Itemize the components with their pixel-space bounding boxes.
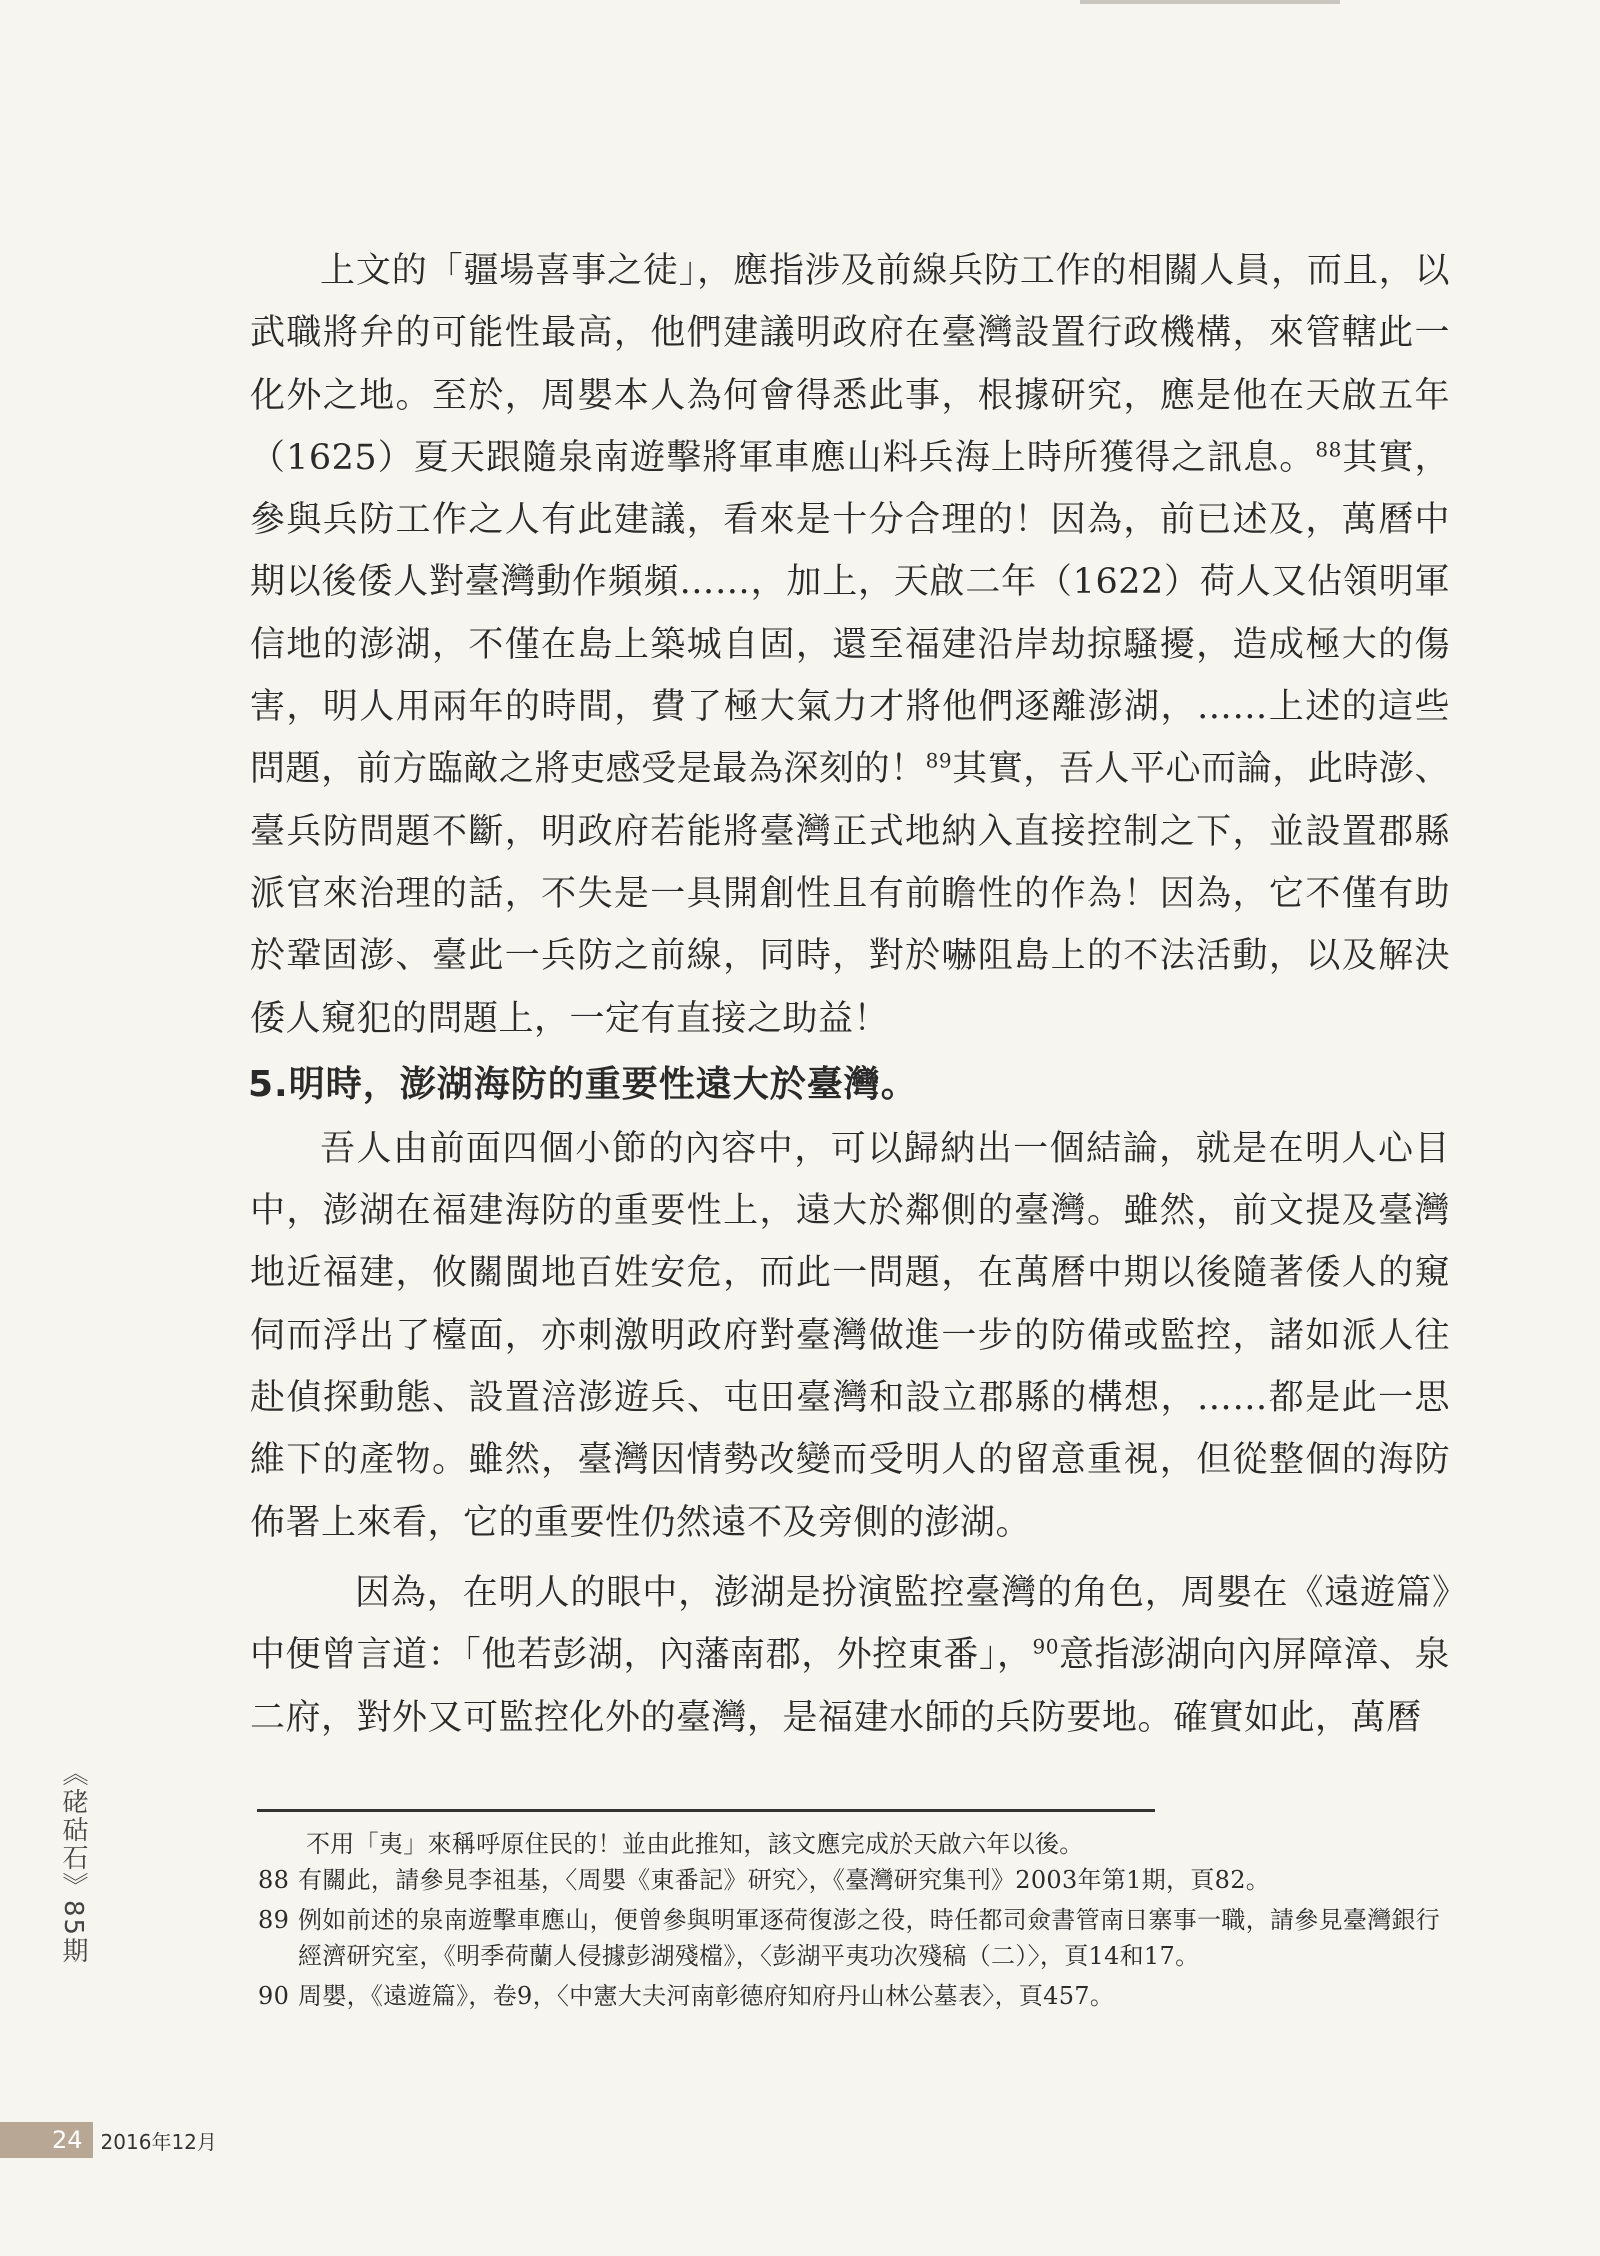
section-heading: 5.明時，澎湖海防的重要性遠大於臺灣。 bbox=[248, 1063, 918, 1105]
footnote-number: 89 bbox=[258, 1906, 290, 1934]
paragraph-3-part-1: 因為，在明人的眼中，澎湖是扮演監控臺灣的角色，周嬰在《遠遊篇》中便曾言道：「他若彭湖，內藩南郡，外控東番」， bbox=[250, 1572, 1450, 1676]
footnote-text: 例如前述的泉南遊擊車應山，便曾參與明軍逐荷復澎之役，時任都司僉書管南日寨事一職，請參見臺灣銀行經濟研究室，《明季荷蘭人侵據彭湖殘檔》，〈彭湖平夷功次殘稿（二）〉，頁14和17。 bbox=[298, 1906, 1441, 1970]
journal-title: 《硓𥑮石》85期 bbox=[58, 1760, 88, 1966]
page-footer bbox=[0, 2122, 217, 2158]
footnote-90 bbox=[258, 1978, 1448, 2014]
body-text bbox=[250, 240, 1450, 1749]
paragraph-2-text: 吾人由前面四個小節的內容中，可以歸納出一個結論，就是在明人心目中，澎湖在福建海防的重要性上，遠大於鄰側的臺灣。雖然，前文提及臺灣地近福建，攸關閩地百姓安危，而此一問題，在萬曆中期以後隨著倭人的窺伺而浮出了檯面，亦刺激明政府對臺灣做進一步的防備或監控，諸如派人往赴偵探動態、設置涪澎遊兵、屯田臺灣和設立郡縣的構想，……都是此一思維下的產物。雖然，臺灣因情勢改變而受明人的留意重視，但從整個的海防佈署上來看，它的重要性仍然遠不及旁側的澎湖。 bbox=[250, 1128, 1450, 1543]
paragraph-1-part-1: 上文的「疆場喜事之徒」，應指涉及前線兵防工作的相關人員，而且，以武職將弁的可能性最高，他們建議明政府在臺灣設置行政機構，來管轄此一化外之地。至於，周嬰本人為何會得悉此事，根據研究，應是他在天啟五年（1625）夏天跟隨泉南遊擊將軍車應山料兵海上時所獲得之訊息。 bbox=[250, 251, 1450, 478]
page-number: 24 bbox=[0, 2122, 93, 2158]
footnote-89 bbox=[258, 1902, 1448, 1974]
issue-date: 2016年12月 bbox=[100, 2129, 217, 2154]
footnote-ref-89[interactable]: 89 bbox=[925, 748, 953, 773]
footnote-ref-90[interactable]: 90 bbox=[1032, 1634, 1059, 1659]
footnote-88 bbox=[258, 1862, 1448, 1898]
paragraph-1-part-3: 其實，吾人平心而論，此時澎、臺兵防問題不斷，明政府若能將臺灣正式地納入直接控制之下，並設置郡縣派官來治理的話，不失是一具開創性且有前瞻性的作為！因為，它不僅有助於鞏固澎、臺此一兵防之前線，同時，對於嚇阻島上的不法活動，以及解決倭人窺犯的問題上，一定有直接之助益！ bbox=[250, 749, 1450, 1039]
paragraph-1-part-2: 其實，參與兵防工作之人有此建議，看來是十分合理的！因為，前已述及，萬曆中期以後倭人對臺灣動作頻頻……，加上，天啟二年（1622）荷人又佔領明軍信地的澎湖，不僅在島上築城自固，還至福建沿岸劫掠騷擾，造成極大的傷害，明人用兩年的時間，費了極大氣力才將他們逐離澎湖，……上述的這些問題，前方臨敵之將吏感受是最為深刻的！ bbox=[250, 437, 1450, 790]
footnote-rule bbox=[257, 1809, 1155, 1812]
footnote-text: 有關此，請參見李祖基，〈周嬰《東番記》研究〉，《臺灣研究集刊》2003年第1期，頁82。 bbox=[298, 1866, 1271, 1894]
footnote-text: 周嬰，《遠遊篇》，卷9，〈中憲大夫河南彰德府知府丹山林公墓表〉，頁457。 bbox=[298, 1982, 1115, 2010]
paragraph-3-part-2: 意指澎湖向內屏障漳、泉二府，對外又可監控化外的臺灣，是福建水師的兵防要地。確實如此，萬曆 bbox=[250, 1635, 1450, 1738]
paragraph-3 bbox=[250, 1562, 1450, 1749]
paragraph-2 bbox=[250, 1118, 1450, 1554]
header-rule bbox=[1080, 0, 1340, 4]
paragraph-1 bbox=[250, 240, 1450, 1050]
footnote-number: 88 bbox=[258, 1866, 290, 1894]
footnote-ref-88[interactable]: 88 bbox=[1315, 437, 1342, 462]
footnotes bbox=[258, 1826, 1448, 2018]
footnote-number: 90 bbox=[258, 1982, 290, 2010]
footnote-continuation: 不用「夷」來稱呼原住民的！並由此推知，該文應完成於天啟六年以後。 bbox=[306, 1830, 1084, 1858]
